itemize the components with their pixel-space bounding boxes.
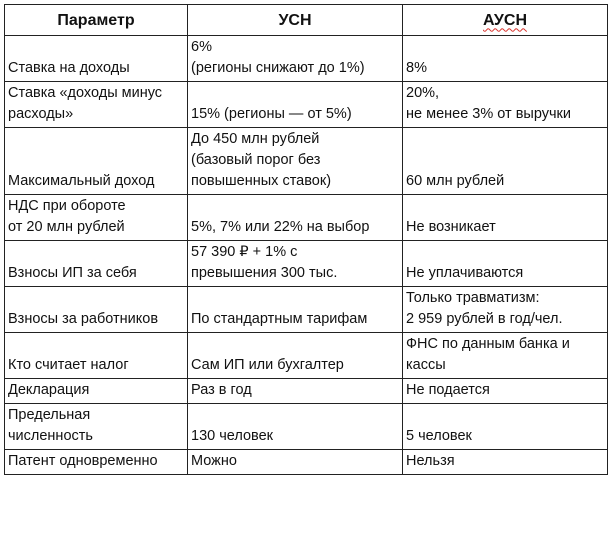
cell-line: Максимальный доход	[8, 173, 155, 189]
cell-line: 2 959 рублей в год/чел.	[406, 311, 563, 327]
cell-param	[5, 128, 188, 195]
cell-usn	[188, 450, 403, 475]
cell-ausn	[403, 333, 608, 379]
cell-line: численность	[8, 428, 93, 444]
cell-ausn	[403, 128, 608, 195]
cell-line: Взносы за работников	[8, 311, 159, 327]
cell-param	[5, 82, 188, 128]
cell-line: (регионы снижают до 1%)	[191, 60, 365, 76]
cell-line: расходы»	[8, 106, 74, 122]
cell-param	[5, 379, 188, 404]
cell-line: 57 390 ₽ + 1% с	[191, 244, 298, 260]
table-row	[5, 241, 608, 287]
cell-ausn	[403, 379, 608, 404]
cell-line: Можно	[191, 453, 237, 469]
cell-ausn	[403, 195, 608, 241]
cell-usn	[188, 333, 403, 379]
cell-line: 8%	[406, 60, 427, 76]
cell-line: Кто считает налог	[8, 357, 129, 373]
comparison-table	[4, 4, 608, 475]
cell-line: Предельная	[8, 407, 91, 423]
cell-line: Не уплачиваются	[406, 265, 524, 281]
header-ausn-label: АУСН	[482, 11, 527, 29]
cell-line: (базовый порог без	[191, 152, 321, 168]
cell-param	[5, 404, 188, 450]
cell-line: Только травматизм:	[406, 290, 540, 306]
cell-line: кассы	[406, 357, 446, 373]
cell-usn	[188, 82, 403, 128]
cell-usn	[188, 404, 403, 450]
cell-line: 20%,	[406, 85, 440, 101]
table-row	[5, 450, 608, 475]
cell-ausn	[403, 36, 608, 82]
cell-line: Ставка «доходы минус	[8, 85, 163, 101]
cell-usn	[188, 36, 403, 82]
cell-line: По стандартным тарифам	[191, 311, 368, 327]
cell-line: 60 млн рублей	[406, 173, 505, 189]
table-body	[5, 36, 608, 475]
table-row	[5, 287, 608, 333]
cell-line: 5 человек	[406, 428, 472, 444]
cell-line: от 20 млн рублей	[8, 219, 125, 235]
cell-usn	[188, 195, 403, 241]
cell-ausn	[403, 450, 608, 475]
cell-line: ФНС по данным банка и	[406, 336, 570, 352]
cell-ausn	[403, 241, 608, 287]
cell-line: НДС при обороте	[8, 198, 126, 214]
cell-usn	[188, 287, 403, 333]
cell-usn	[188, 379, 403, 404]
table-row	[5, 195, 608, 241]
cell-param	[5, 450, 188, 475]
cell-ausn	[403, 287, 608, 333]
cell-line: Нельзя	[406, 453, 455, 469]
cell-line: 5%, 7% или 22% на выбор	[191, 219, 370, 235]
cell-param	[5, 241, 188, 287]
cell-param	[5, 333, 188, 379]
table-row	[5, 82, 608, 128]
cell-usn	[188, 241, 403, 287]
cell-line: 130 человек	[191, 428, 273, 444]
cell-line: не менее 3% от выручки	[406, 106, 571, 122]
cell-param	[5, 287, 188, 333]
cell-line: 15% (регионы — от 5%)	[191, 106, 352, 122]
cell-line: Патент одновременно	[8, 453, 158, 469]
cell-line: Не возникает	[406, 219, 496, 235]
cell-line: повышенных ставок)	[191, 173, 332, 189]
table-row	[5, 379, 608, 404]
cell-line: Раз в год	[191, 382, 252, 398]
cell-line: Взносы ИП за себя	[8, 265, 137, 281]
cell-line: Декларация	[8, 382, 90, 398]
header-row	[5, 5, 608, 36]
header-parameter: Параметр	[5, 5, 188, 36]
cell-ausn	[403, 82, 608, 128]
table-row	[5, 128, 608, 195]
header-ausn	[403, 5, 608, 36]
cell-line: Ставка на доходы	[8, 60, 130, 76]
table-row	[5, 36, 608, 82]
cell-line: Не подается	[406, 382, 490, 398]
cell-param	[5, 195, 188, 241]
cell-line: До 450 млн рублей	[191, 131, 320, 147]
cell-line: Сам ИП или бухгалтер	[191, 357, 344, 373]
cell-param	[5, 36, 188, 82]
cell-usn	[188, 128, 403, 195]
table-row	[5, 333, 608, 379]
cell-line: превышения 300 тыс.	[191, 265, 338, 281]
cell-line: 6%	[191, 39, 212, 55]
table-row	[5, 404, 608, 450]
header-usn: УСН	[188, 5, 403, 36]
cell-ausn	[403, 404, 608, 450]
